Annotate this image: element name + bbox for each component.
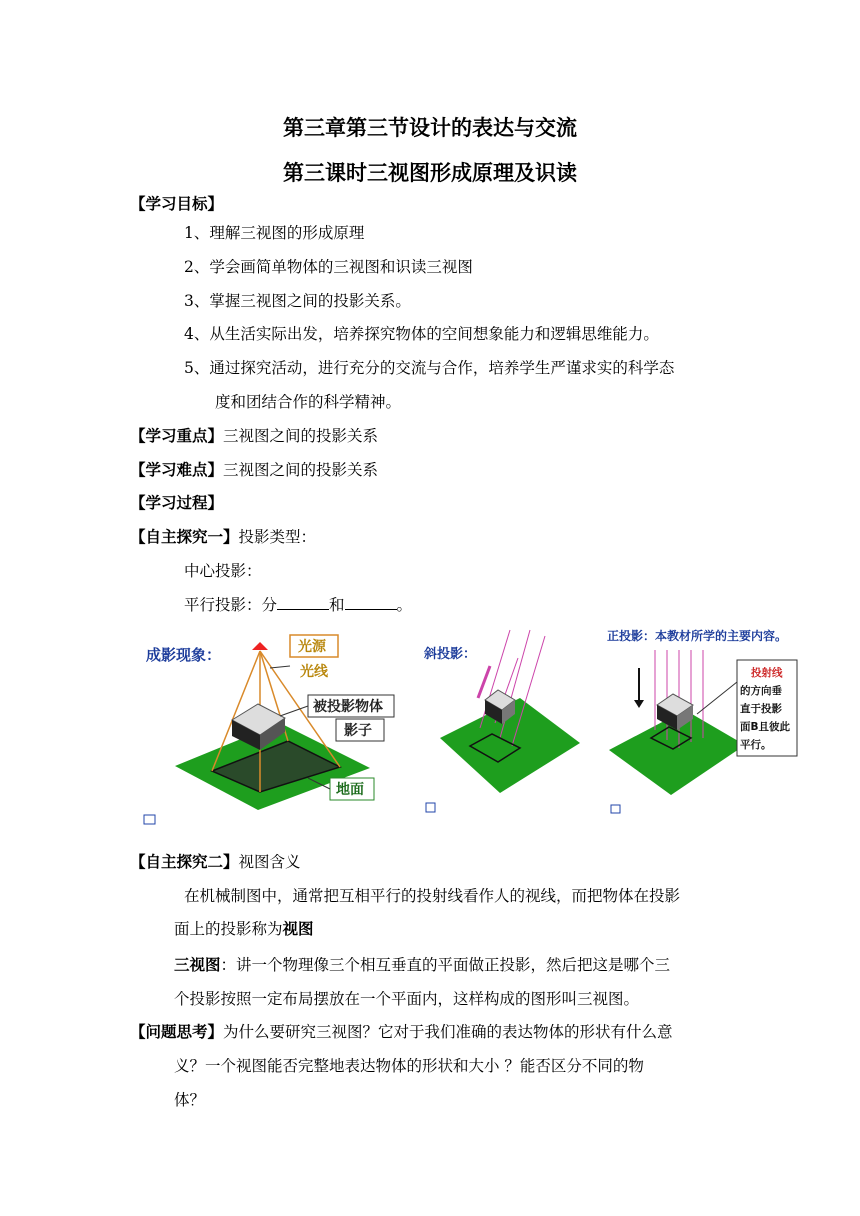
note-line: 的方向垂 [740, 685, 782, 697]
objective-item: 4、从生活实际出发，培养探究物体的空间想象能力和逻辑思维能力。 [184, 325, 659, 343]
orthographic-projection-figure [605, 620, 805, 820]
page-subtitle: 第三课时三视图形成原理及识读 [283, 161, 577, 185]
explore2-para-line [174, 919, 314, 939]
objectives-heading: 【学习目标】 [130, 194, 224, 213]
parallel-prefix: 平行投影：分 [184, 596, 278, 614]
page-title: 第三章第三节设计的表达与交流 [283, 116, 577, 140]
difficulty [130, 460, 378, 480]
light-source-icon [252, 642, 268, 650]
three-view-definition [174, 955, 670, 975]
parallel-mid: 和 [329, 596, 345, 614]
nav-icon[interactable] [426, 803, 435, 812]
explore1-label: 【自主探究一】 [130, 527, 239, 546]
explore2-para-prefix: 面上的投影称为 [174, 920, 283, 938]
key-point-text: 三视图之间的投影关系 [223, 427, 379, 445]
ground-label: 地面 [336, 782, 364, 798]
objective-item: 2、学会画简单物体的三视图和识读三视图 [184, 258, 473, 276]
panel3-title: 正投影：本教材所学的主要内容。 [607, 629, 788, 643]
central-projection: 中心投影： [184, 562, 262, 580]
panel2-title: 斜投影： [424, 647, 477, 662]
explore2-label: 【自主探究二】 [130, 852, 239, 871]
key-point-label: 【学习重点】 [130, 426, 224, 445]
note-line: 面B且彼此 [740, 721, 791, 733]
explore1 [130, 527, 316, 547]
object-label: 被投影物体 [313, 699, 383, 715]
explore1-text: 投影类型： [238, 528, 317, 546]
key-point [130, 426, 378, 446]
nav-icon[interactable] [144, 815, 155, 824]
question-line: 体？ [174, 1091, 206, 1109]
objective-item: 5、通过探究活动，进行充分的交流与合作，培养学生严谨求实的科学态 [184, 359, 675, 377]
three-view-text: ：讲一个物理像三个相互垂直的平面做正投影，然后把这是哪个三 [220, 956, 671, 974]
three-view-line: 个投影按照一定布局摆放在一个平面内，这样构成的图形叫三视图。 [174, 990, 640, 1008]
difficulty-label: 【学习难点】 [130, 460, 224, 479]
fill-blank[interactable] [277, 595, 329, 610]
light-source-label: 光源 [298, 639, 326, 655]
pointer-line [270, 666, 290, 668]
explore2-text: 视图含义 [238, 853, 301, 871]
process-heading: 【学习过程】 [130, 493, 224, 512]
direction-arrow [478, 666, 490, 698]
note-line: 平行。 [740, 739, 772, 751]
three-view-label: 三视图 [174, 955, 221, 974]
explore2 [130, 852, 301, 872]
objective-item: 1、理解三视图的形成原理 [184, 224, 365, 242]
fill-blank[interactable] [345, 595, 397, 610]
parallel-projection [184, 595, 412, 615]
question-line: 义？一个视图能否完整地表达物体的形状和大小 ？能否区分不同的物 [174, 1057, 644, 1075]
central-projection-figure [140, 628, 410, 833]
question-line: 为什么要研究三视图？它对于我们准确的表达物体的形状有什么意 [223, 1023, 673, 1041]
question-label: 【问题思考】 [130, 1022, 224, 1041]
note-line: 直于投影 [740, 703, 782, 715]
view-term: 视图 [282, 919, 314, 938]
explore2-para-line: 在机械制图中，通常把互相平行的投射线看作人的视线，而把物体在投影 [184, 887, 681, 905]
arrow-head [634, 700, 644, 708]
oblique-projection-figure [420, 628, 600, 818]
objective-item-continuation: 度和团结合作的科学精神。 [215, 393, 402, 411]
light-ray-label: 光线 [300, 664, 328, 680]
difficulty-text: 三视图之间的投影关系 [223, 461, 379, 479]
parallel-end: 。 [396, 596, 413, 614]
question [130, 1022, 673, 1042]
nav-icon[interactable] [611, 805, 620, 813]
panel1-title: 成影现象： [146, 646, 222, 664]
objective-item: 3、掌握三视图之间的投影关系。 [184, 292, 411, 310]
note-line: 投射线 [751, 667, 783, 679]
shadow-label: 影子 [344, 723, 372, 739]
